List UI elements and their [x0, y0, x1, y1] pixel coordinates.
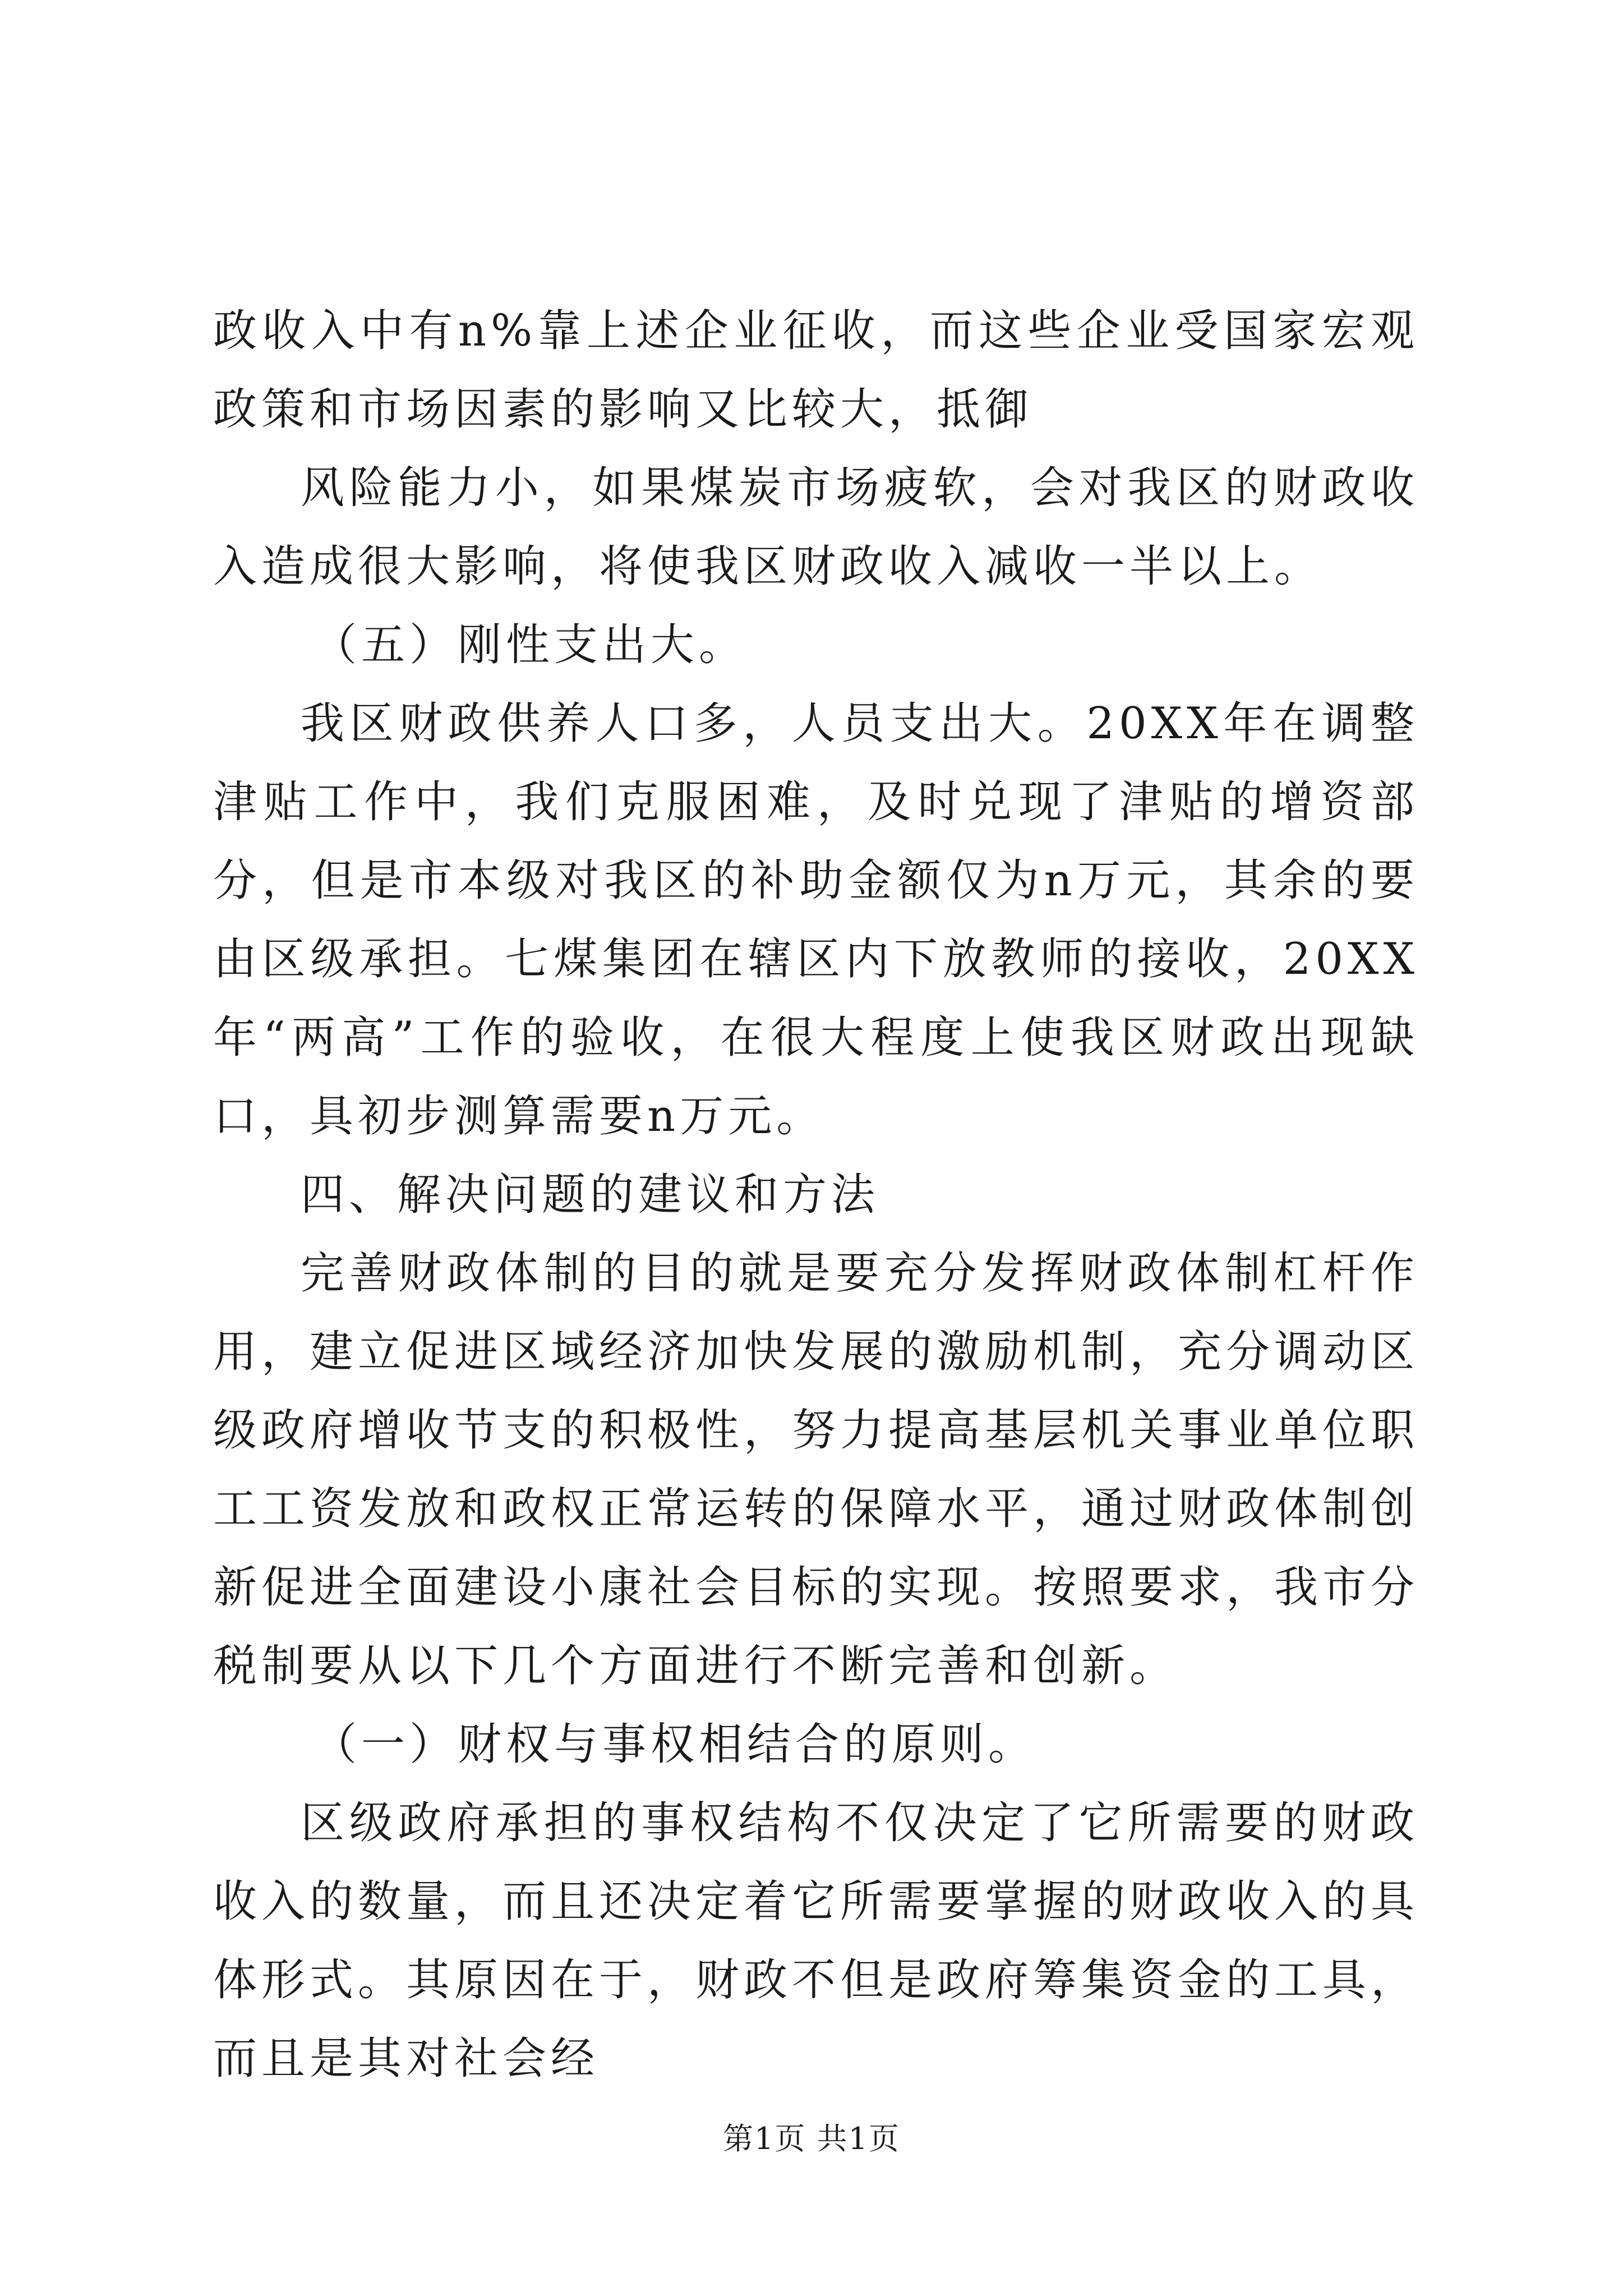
paragraph-expenditure: 我区财政供养人口多，人员支出大。20XX年在调整津贴工作中，我们克服困难，及时兑现了津贴的增资部分，但是市本级对我区的补助金额仅为n万元，其余的要由区级承担。七煤集团在辖区内下放教师的接收，20XX年“两高”工作的验收，在很大程度上使我区财政出现缺口，具初步测算需要n万元。 [213, 698, 1419, 1142]
section-heading-principle: （一）财权与事权相结合的原则。 [313, 1719, 1037, 1770]
section-heading-suggestions: 四、解决问题的建议和方法 [301, 1170, 880, 1220]
paragraph-authority-structure: 区级政府承担的事权结构不仅决定了它所需要的财政收入的数量，而且还决定着它所需要掌握的财政收入的具体形式。其原因在于，财政不但是政府筹集资金的工具，而且是其对社会经 [213, 1798, 1419, 2084]
paragraph-continued: 政收入中有n%靠上述企业征收，而这些企业受国家宏观政策和市场因素的影响又比较大，抵御 [213, 306, 1419, 435]
section-heading-rigid-expenditure: （五）刚性支出大。 [313, 620, 748, 670]
page-footer: 第1页 共1页 [723, 2121, 900, 2156]
paragraph-system-improvement: 完善财政体制的目的就是要充分发挥财政体制杠杆作用，建立促进区域经济加快发展的激励机制，充分调动区级政府增收节支的积极性，努力提高基层机关事业单位职工工资发放和政权正常运转的保障水平，通过财政体制创新促进全面建设小康社会目标的实现。按照要求，我市分税制要从以下几个方面进行不断完善和创新。 [213, 1248, 1419, 1691]
document-body [213, 292, 1419, 2098]
paragraph-risk: 风险能力小，如果煤炭市场疲软，会对我区的财政收入造成很大影响，将使我区财政收入减收一半以上。 [213, 463, 1419, 592]
